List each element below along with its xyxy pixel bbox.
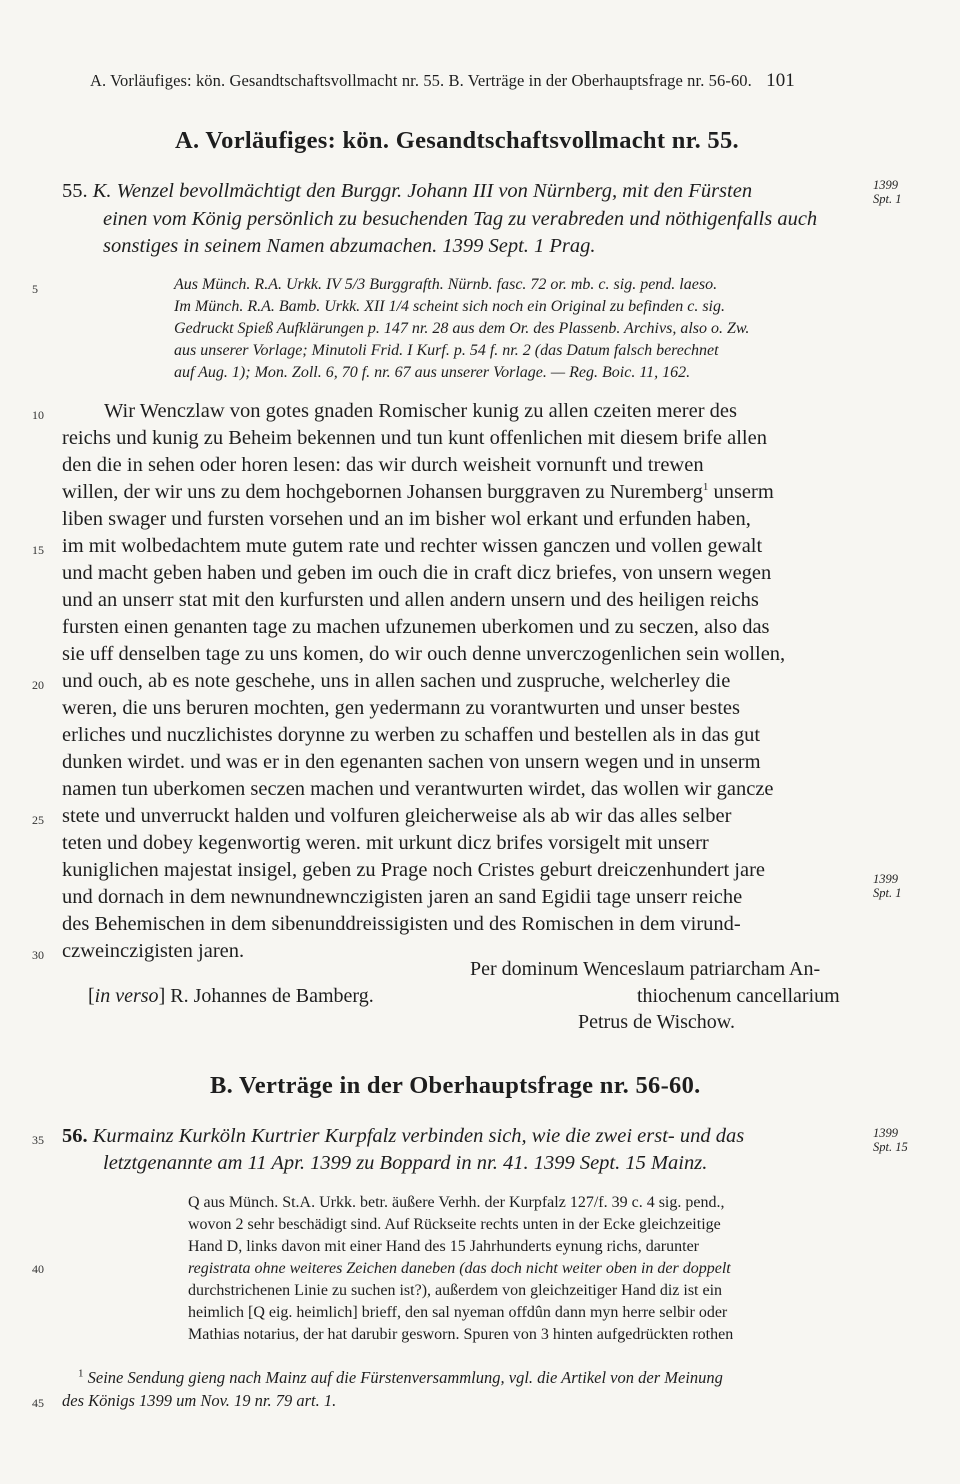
line-number-25: 25 — [32, 813, 44, 827]
entry55-text-line-21: czweinczigisten jaren. — [62, 940, 245, 962]
entry55-text-line-5: liben swager und fursten vorsehen und an im bisher wol erkant und erfunden haben, — [62, 508, 751, 530]
margin-year-3: 1399 — [873, 1126, 898, 1140]
line-number-20: 20 — [32, 678, 44, 692]
entry55-regest-line-2: einen vom König persönlich zu besuchenden Tag zu verabreden und nöthigenfalls auch — [103, 208, 818, 230]
entry55-source-line-4: aus unserer Vorlage; Minutoli Frid. I Kurf. p. 54 f. nr. 2 (das Datum falsch berechnet — [174, 342, 719, 359]
entry56-source-line-2: wovon 2 sehr beschädigt sind. Auf Rückseite rechts unten in der Ecke gleichzeitige — [188, 1216, 721, 1233]
entry55-text-line-4-main: willen, der wir uns zu dem hochgebornen Johansen burggraven zu Nuremberg — [62, 481, 703, 503]
entry56-source-line-6: heimlich [Q eig. heimlich] brieff, den sal nyeman offdûn dann myn herre selbir oder — [188, 1304, 728, 1321]
entry55-margin-date — [873, 178, 901, 206]
footnote-line-2: des Königs 1399 um Nov. 19 nr. 79 art. 1. — [62, 1391, 337, 1410]
footnote-line-1 — [78, 1368, 723, 1388]
line-number-35: 35 — [32, 1133, 44, 1147]
signature-right-line-1: Per dominum Wenceslaum patriarcham An- — [470, 958, 821, 980]
entry55-text-line-10: sie uff denselben tage zu uns komen, do wir ouch denne unverczogenlichen sein wollen, — [62, 643, 786, 665]
entry55-number: 55. — [62, 180, 88, 202]
line-number-5: 5 — [32, 282, 38, 296]
entry56-source-line-3: Hand D, links davon mit einer Hand des 15 Jahrhunderts eynung richs, darunter — [188, 1238, 699, 1255]
entry55-text-line-15: namen tun uberkomen seczen machen und verantwurten wirdet, das wollen wir gancze — [62, 778, 774, 800]
entry55-regest-line-3: sonstiges in seinem Namen abzumachen. 1399 Sept. 1 Prag. — [103, 235, 596, 257]
entry56-source-line-7: Mathias notarius, der hat darubir gesworn. Spuren von 3 hinten aufgedrückten rothen — [188, 1326, 734, 1343]
signature-right-line-2: thiochenum cancellarium — [637, 985, 840, 1007]
entry56-number: 56. — [62, 1125, 88, 1147]
entry55-source-line-2: Im Münch. R.A. Bamb. Urkk. XII 1/4 scheint sich noch ein Original zu befinden c. sig. — [174, 298, 725, 315]
entry55-text-line-7: und macht geben haben und geben im ouch die in craft dicz briefes, von unsern wegen — [62, 562, 772, 584]
entry55-text-line-3: den die in sehen oder horen lesen: das wir durch weisheit vornunft und trewen — [62, 454, 704, 476]
signature-left: [in verso] R. Johannes de Bamberg. — [88, 985, 374, 1007]
entry55-text-line-2: reichs und kunig zu Beheim bekennen und tun kunt offenlichen mit diesem brife allen — [62, 427, 767, 449]
footnote-marker: 1 — [78, 1367, 84, 1380]
entry55-text-line-8: und an unserr stat mit den kurfursten und allen andern unsern und des heiligen reichs — [62, 589, 759, 611]
section-a-title: A. Vorläufiges: kön. Gesandtschaftsvollmacht nr. 55. — [175, 127, 739, 154]
entry56-source-line-4: registrata ohne weiteres Zeichen daneben (das doch nicht weiter oben in der doppelt — [188, 1260, 731, 1277]
line-number-45: 45 — [32, 1396, 44, 1410]
entry55-source-line-5: auf Aug. 1); Mon. Zoll. 6, 70 f. nr. 67 aus unserer Vorlage. — Reg. Boic. 11, 162. — [174, 364, 691, 381]
line-number-30: 30 — [32, 948, 44, 962]
entry55-source-line-1: Aus Münch. R.A. Urkk. IV 5/3 Burggrafth. Nürnb. fasc. 72 or. mb. c. sig. pend. laeso. — [174, 276, 718, 293]
entry55-source-line-3: Gedruckt Spieß Aufklärungen p. 147 nr. 28 aus dem Or. des Plassenb. Archivs, also o. Zw. — [174, 320, 750, 337]
entry55-text-line-16: stete und unverruckt halden und volfuren gleicherweise als ab wir das alles selber — [62, 805, 732, 827]
margin-day-2: Spt. 1 — [873, 886, 902, 900]
footnote-text-1: Seine Sendung gieng nach Mainz auf die Fürstenversammlung, vgl. die Artikel von der Meinung — [87, 1368, 723, 1387]
entry56-margin-date — [873, 1126, 908, 1154]
line-number-10: 10 — [32, 408, 44, 422]
entry55-text-line-11: und ouch, ab es note geschehe, uns in allen sachen und zuspruche, welcherley die — [62, 670, 731, 692]
running-head-text: A. Vorläufiges: kön. Gesandtschaftsvollmacht nr. 55. B. Verträge in der Oberhauptsfrage nr. 56-60. — [90, 71, 752, 90]
entry55-text-line-13: erliches und nuczlichistes dorynne zu werben zu schaffen und bestellen als in das gut — [62, 724, 761, 746]
entry55-text-line-6: im mit wolbedachtem mute gutem rate und rechter wissen ganczen und vollen gewalt — [62, 535, 763, 557]
entry56-source-line-1: Q aus Münch. St.A. Urkk. betr. äußere Verhh. der Kurpfalz 127/f. 39 c. 4 sig. pend., — [188, 1194, 725, 1211]
margin-year: 1399 — [873, 178, 898, 192]
footnote-ref: 1 — [702, 481, 709, 494]
in-verso-label: in verso — [94, 985, 159, 1007]
line-number-40: 40 — [32, 1262, 44, 1276]
section-b-title: B. Verträge in der Oberhauptsfrage nr. 56-60. — [210, 1072, 701, 1099]
entry55-text-line-1: Wir Wenczlaw von gotes gnaden Romischer kunig zu allen czeiten merer des — [104, 400, 737, 422]
entry55-text-line-19: und dornach in dem newnundnewnczigisten jaren an sand Egidii tage unserr reiche — [62, 886, 743, 908]
entry55-text-line-4-tail: unserm — [713, 481, 774, 503]
margin-day-3: Spt. 15 — [873, 1140, 908, 1154]
entry55-regest-text-1: K. Wenzel bevollmächtigt den Burggr. Johann III von Nürnberg, mit den Fürsten — [92, 180, 753, 202]
entry55-text-line-14: dunken wirdet. und was er in den egenanten sachen von unsern wegen und in unserm — [62, 751, 761, 773]
signature-left-text: R. Johannes de Bamberg. — [170, 985, 374, 1007]
entry55-text-line-9: fursten einen genanten tage zu machen ufzunemen uberkomen und zu seczen, also das — [62, 616, 770, 638]
entry55-text-line-18: kuniglichen majestat insigel, geben zu Prage noch Cristes geburt dreiczenhundert jare — [62, 859, 766, 881]
entry55-text-line-4 — [62, 481, 774, 504]
margin-year-2: 1399 — [873, 872, 898, 886]
signature-right-line-3: Petrus de Wischow. — [578, 1011, 735, 1033]
margin-day: Spt. 1 — [873, 192, 902, 206]
entry55-text-line-17: teten und dobey kegenwortig weren. mit urkunt dicz brifes vorsigelt mit unserr — [62, 832, 709, 854]
entry56-regest-text-1: Kurmainz Kurköln Kurtrier Kurpfalz verbinden sich, wie die zwei erst- und das — [92, 1125, 745, 1147]
entry56-regest-line-2: letztgenannte am 11 Apr. 1399 zu Boppard in nr. 41. 1399 Sept. 15 Mainz. — [103, 1152, 708, 1174]
entry56-regest-line-1 — [62, 1125, 744, 1148]
running-head — [90, 70, 795, 92]
entry55-regest-line-1 — [62, 180, 752, 203]
entry55-text-line-20: des Behemischen in dem sibenunddreissigisten und des Romischen in dem virund- — [62, 913, 741, 935]
entry55-margin-date-2 — [873, 872, 901, 900]
entry56-source-line-5: durchstrichenen Linie zu suchen ist?), außerdem von gleichzeitiger Hand diz ist ein — [188, 1282, 723, 1299]
page-number: 101 — [766, 70, 795, 91]
entry55-text-line-12: weren, die uns beruren mochten, gen yedermann zu vorantwurten und unser bestes — [62, 697, 740, 719]
line-number-15: 15 — [32, 543, 44, 557]
